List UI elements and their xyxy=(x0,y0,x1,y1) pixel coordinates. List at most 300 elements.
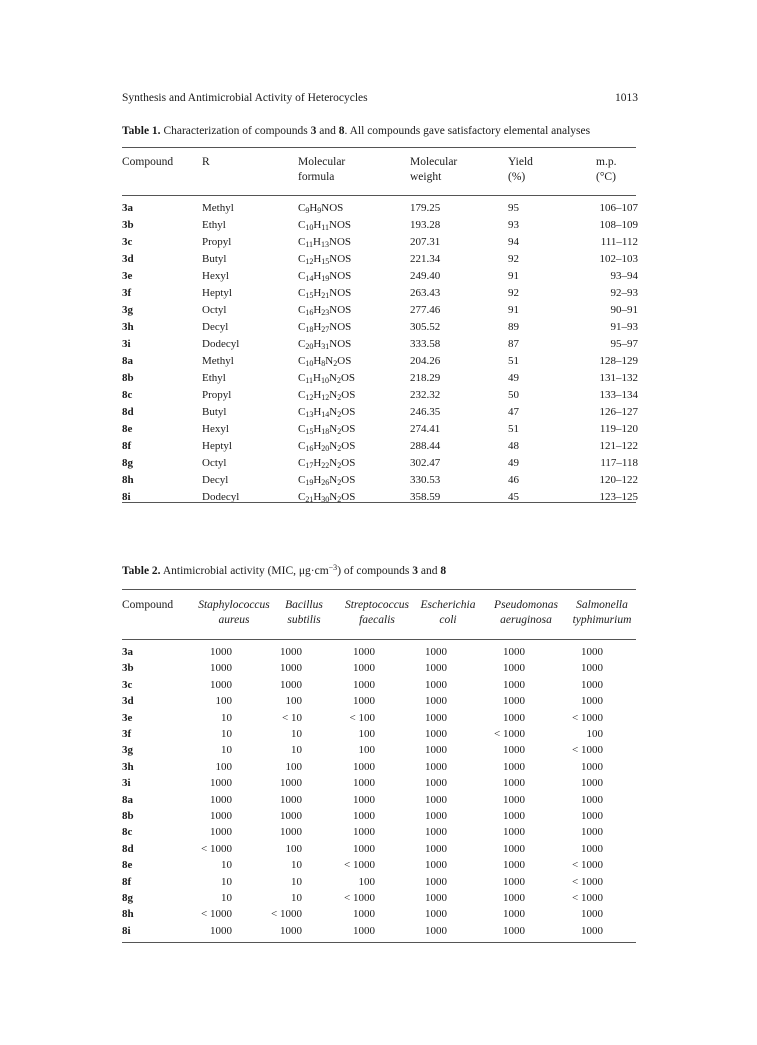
table1-cell-r: Heptyl xyxy=(202,440,232,452)
table1-caption-and: and xyxy=(316,125,339,137)
formula-subscript: 12 xyxy=(305,257,314,266)
table2-cell-mic: < 1000 xyxy=(201,842,232,855)
table1-cell-r: Dodecyl xyxy=(202,338,240,350)
table1-cell-compound: 3g xyxy=(122,304,133,316)
formula-element: H xyxy=(313,355,322,367)
table2-cell-mic: 10 xyxy=(291,728,302,740)
table1-cell-formula xyxy=(298,269,351,284)
table2-cell-compound: 8g xyxy=(122,892,133,904)
formula-subscript: 20 xyxy=(305,342,314,351)
table1-cell-compound: 8b xyxy=(122,372,134,384)
table1-cell-weight: 358.59 xyxy=(410,491,441,503)
table1-cell-formula xyxy=(298,405,355,420)
table1-cell-compound: 8e xyxy=(122,423,133,435)
table1-cell-weight: 232.32 xyxy=(410,389,441,401)
formula-subscript: 16 xyxy=(305,444,314,453)
table2-cell-mic: 1000 xyxy=(353,826,375,839)
formula-subscript: 27 xyxy=(321,325,330,334)
table2-cell-compound: 8a xyxy=(122,793,133,806)
table1-cell-r: Ethyl xyxy=(202,219,226,231)
formula-element: C xyxy=(298,253,306,265)
formula-element: H xyxy=(313,219,322,231)
formula-element: H xyxy=(313,287,322,299)
formula-element: OS xyxy=(337,355,352,367)
table1-caption-pre: Characterization of compounds xyxy=(163,125,311,137)
table1-cell-weight: 204.26 xyxy=(410,355,441,367)
table1-cell-mp: 120–122 xyxy=(599,474,638,486)
table1-cell-formula xyxy=(298,201,343,216)
table1-cell-r: Hexyl xyxy=(202,270,229,282)
formula-element: NOS xyxy=(329,321,352,333)
table1-cell-yield: 47 xyxy=(508,406,519,418)
table2-cell-mic: 1000 xyxy=(425,695,447,708)
table1-cell-mp: 131–132 xyxy=(599,372,638,384)
formula-subscript: 14 xyxy=(305,274,314,283)
formula-subscript: 10 xyxy=(321,376,329,385)
table2-cell-mic: 1000 xyxy=(503,678,525,691)
table2-cell-mic: 1000 xyxy=(581,826,603,839)
table1-cell-yield: 45 xyxy=(508,491,519,503)
formula-subscript: 2 xyxy=(337,427,342,436)
formula-element: C xyxy=(298,219,306,231)
table1-cell-formula xyxy=(298,371,355,386)
formula-element: NOS xyxy=(321,202,344,214)
table1-cell-compound: 3e xyxy=(122,270,133,282)
table2-caption-compound-3: 3 xyxy=(412,565,418,577)
formula-subscript: 15 xyxy=(305,427,314,436)
formula-element: C xyxy=(298,372,306,384)
table1-cell-yield: 92 xyxy=(508,287,519,299)
table2-cell-mic: 100 xyxy=(215,695,232,708)
table1-cell-yield: 87 xyxy=(508,338,519,350)
table1-caption xyxy=(122,125,590,137)
formula-subscript: 11 xyxy=(305,240,314,249)
table2-cell-mic: 1000 xyxy=(280,793,302,806)
formula-subscript: 30 xyxy=(321,495,330,504)
table1-cell-weight: 263.43 xyxy=(410,287,441,299)
table2-cell-mic: 1000 xyxy=(425,711,447,724)
formula-subscript: 2 xyxy=(337,444,342,453)
table1-header-yield xyxy=(508,155,533,185)
formula-subscript: 15 xyxy=(321,257,330,266)
formula-element: NOS xyxy=(329,287,352,299)
table1-cell-weight: 274.41 xyxy=(410,423,441,435)
table1-cell-compound: 8d xyxy=(122,406,134,418)
table1-cell-compound: 8c xyxy=(122,389,133,401)
table1-cell-yield: 91 xyxy=(508,270,519,282)
formula-subscript: 2 xyxy=(333,359,338,368)
table1-cell-compound: 3a xyxy=(122,202,133,214)
formula-element: OS xyxy=(341,423,356,435)
formula-subscript: 2 xyxy=(337,410,342,419)
table2-cell-mic: 1000 xyxy=(425,793,447,806)
running-head xyxy=(122,92,638,108)
table1-cell-weight: 305.52 xyxy=(410,321,441,333)
table1-cell-compound: 3d xyxy=(122,253,134,265)
page-number: 1013 xyxy=(615,92,638,104)
formula-subscript: 18 xyxy=(305,325,314,334)
table2-header-rule xyxy=(122,639,636,640)
table1-cell-r: Propyl xyxy=(202,389,232,401)
formula-element: C xyxy=(298,440,306,452)
formula-element: N xyxy=(329,457,338,469)
formula-element: OS xyxy=(341,457,356,469)
table1-header-yield-line1: Yield xyxy=(508,156,533,168)
table1-cell-mp: 95–97 xyxy=(610,338,638,350)
table2-cell-compound: 3g xyxy=(122,744,133,757)
table1-cell-mp: 121–122 xyxy=(599,440,638,452)
table2-header-org3-line2: faecalis xyxy=(359,614,395,626)
formula-element: C xyxy=(298,287,306,299)
running-title: Synthesis and Antimicrobial Activity of Heterocycles xyxy=(122,92,368,104)
table2-cell-mic: 1000 xyxy=(425,908,447,921)
table2-header-org4 xyxy=(415,598,481,628)
table2-header-org1-line2: aureus xyxy=(218,614,250,626)
table2-cell-mic: 1000 xyxy=(280,662,302,675)
table2-cell-mic: 1000 xyxy=(503,810,525,822)
table2-cell-mic: 1000 xyxy=(503,777,525,790)
formula-subscript: 11 xyxy=(321,223,329,232)
table2-cell-compound: 8d xyxy=(122,842,134,855)
table2-header-org3-line1: Streptococcus xyxy=(344,599,410,611)
table2-cell-mic: 1000 xyxy=(210,793,232,806)
formula-element: OS xyxy=(341,440,356,452)
table2-cell-mic: 1000 xyxy=(503,892,525,904)
formula-subscript: 10 xyxy=(305,223,314,232)
formula-element: N xyxy=(329,491,338,503)
formula-element: NOS xyxy=(329,304,352,316)
table2-cell-mic: 1000 xyxy=(210,924,232,937)
table2-cell-mic: 1000 xyxy=(425,892,447,904)
table1-cell-r: Octyl xyxy=(202,457,227,469)
table2-cell-mic: < 1000 xyxy=(344,892,375,904)
table1-cell-compound: 3c xyxy=(122,236,133,248)
formula-subscript: 19 xyxy=(305,478,314,487)
table1-cell-r: Octyl xyxy=(202,304,227,316)
table1-cell-compound: 8f xyxy=(122,440,132,452)
table1-cell-mp: 133–134 xyxy=(599,389,638,401)
formula-element: H xyxy=(313,389,322,401)
table2-cell-compound: 3d xyxy=(122,695,134,708)
table2-cell-mic: 1000 xyxy=(425,662,447,675)
formula-element: H xyxy=(313,236,321,248)
formula-subscript: 15 xyxy=(305,291,314,300)
table1-top-rule xyxy=(122,147,636,148)
formula-element: H xyxy=(313,474,322,486)
table1-cell-r: Decyl xyxy=(202,474,229,486)
table2-cell-mic: 1000 xyxy=(280,646,302,658)
table1-header-formula xyxy=(298,155,345,185)
table1-cell-formula xyxy=(298,252,351,267)
table1-cell-mp: 102–103 xyxy=(599,253,638,265)
formula-subscript: 2 xyxy=(337,478,342,487)
table2-cell-mic: < 1000 xyxy=(201,908,232,921)
table2-cell-mic: 1000 xyxy=(353,662,375,675)
formula-element: H xyxy=(313,338,322,350)
table1-cell-mp: 117–118 xyxy=(600,457,638,469)
table1-cell-formula xyxy=(298,439,355,454)
table2-cell-mic: < 1000 xyxy=(494,728,525,740)
formula-subscript: 8 xyxy=(321,359,326,368)
table1-cell-weight: 302.47 xyxy=(410,457,441,469)
table1-cell-weight: 288.44 xyxy=(410,440,441,452)
table2-cell-mic: 1000 xyxy=(503,826,525,839)
table1-cell-compound: 8i xyxy=(122,491,131,503)
table2-cell-mic: < 1000 xyxy=(572,875,603,888)
formula-element: N xyxy=(329,440,338,452)
table1-cell-mp: 128–129 xyxy=(599,355,638,367)
table1-cell-formula xyxy=(298,286,351,301)
formula-element: N xyxy=(329,372,337,384)
table2-header-org2-line1: Bacillus xyxy=(285,599,323,611)
formula-element: N xyxy=(329,406,338,418)
table2-header-org5-line1: Pseudomonas xyxy=(494,599,558,611)
table1-header-weight-line2: weight xyxy=(410,171,442,183)
table2-cell-mic: 1000 xyxy=(503,711,525,724)
table1-cell-yield: 94 xyxy=(508,236,519,248)
table2-cell-compound: 3c xyxy=(122,678,133,691)
formula-element: C xyxy=(298,338,306,350)
table1-cell-formula xyxy=(298,388,355,403)
table2-cell-compound: 8b xyxy=(122,810,134,822)
table1-cell-weight: 277.46 xyxy=(410,304,441,316)
table1-cell-weight: 207.31 xyxy=(410,236,441,248)
table1-cell-yield: 51 xyxy=(508,355,519,367)
table2-header-org5 xyxy=(490,598,562,628)
table2-cell-mic: 1000 xyxy=(210,810,232,822)
formula-element: NOS xyxy=(329,253,352,265)
table1-cell-formula xyxy=(298,456,355,471)
table1-cell-yield: 49 xyxy=(508,372,519,384)
table1-cell-yield: 51 xyxy=(508,423,519,435)
table2-cell-mic: 1000 xyxy=(425,826,447,839)
formula-element: OS xyxy=(341,474,356,486)
table1-header-rule xyxy=(122,195,636,196)
table1-cell-weight: 249.40 xyxy=(410,270,441,282)
table2-cell-mic: 1000 xyxy=(353,908,375,921)
formula-subscript: 9 xyxy=(305,206,310,215)
formula-element: H xyxy=(313,423,322,435)
table2-header-org2 xyxy=(278,598,330,628)
table2-cell-mic: 100 xyxy=(285,760,302,773)
table1-cell-mp: 111–112 xyxy=(600,236,638,248)
table2-cell-mic: 1000 xyxy=(280,810,302,822)
formula-element: C xyxy=(298,304,306,316)
formula-element: C xyxy=(298,457,306,469)
formula-element: C xyxy=(298,423,306,435)
table2-cell-compound: 3i xyxy=(122,777,131,790)
table1-cell-r: Dodecyl xyxy=(202,491,240,503)
table2-cell-mic: 1000 xyxy=(581,924,603,937)
table2-cell-mic: 10 xyxy=(221,875,232,888)
formula-element: C xyxy=(298,355,306,367)
table2-bottom-rule xyxy=(122,942,636,943)
table2-cell-mic: < 100 xyxy=(349,711,375,724)
formula-subscript: 2 xyxy=(336,376,341,385)
table2-cell-mic: 1000 xyxy=(425,875,447,888)
table2-cell-mic: 10 xyxy=(221,859,232,872)
formula-element: H xyxy=(313,253,322,265)
table2-caption-mid: ) of compounds xyxy=(337,565,413,577)
table1-caption-compound-3: 3 xyxy=(310,125,317,137)
formula-subscript: 2 xyxy=(337,495,342,504)
formula-subscript: 14 xyxy=(321,410,330,419)
table2-cell-mic: 1000 xyxy=(425,842,447,855)
formula-subscript: 20 xyxy=(321,444,330,453)
formula-element: C xyxy=(298,236,306,248)
formula-element: N xyxy=(329,423,338,435)
formula-element: OS xyxy=(341,491,356,503)
table2-cell-mic: 1000 xyxy=(353,924,375,937)
formula-element: C xyxy=(298,321,306,333)
table2-cell-mic: 1000 xyxy=(425,924,447,937)
table2-cell-mic: 1000 xyxy=(503,908,525,921)
table2-cell-mic: 10 xyxy=(291,859,302,872)
formula-subscript: 22 xyxy=(321,461,330,470)
table2-cell-mic: 1000 xyxy=(280,777,302,790)
table2-cell-mic: 1000 xyxy=(425,646,447,658)
formula-subscript: 21 xyxy=(305,495,314,504)
table2-top-rule xyxy=(122,589,636,590)
formula-element: H xyxy=(313,321,322,333)
table2-cell-mic: 1000 xyxy=(353,793,375,806)
formula-subscript: 21 xyxy=(321,291,330,300)
formula-element: C xyxy=(298,474,306,486)
table1-cell-formula xyxy=(298,422,355,437)
table2-header-org6-line1: Salmonella xyxy=(576,599,628,611)
table1-cell-mp: 126–127 xyxy=(599,406,638,418)
table2-cell-mic: 1000 xyxy=(425,810,447,822)
table1-label: Table 1. xyxy=(122,125,161,137)
table2-cell-mic: 1000 xyxy=(353,760,375,773)
table2-header-org5-line2: aeruginosa xyxy=(500,614,552,626)
table1-cell-compound: 8a xyxy=(122,355,133,367)
table1-cell-mp: 119–120 xyxy=(599,423,638,435)
table2-cell-mic: 10 xyxy=(221,892,232,904)
table1-cell-r: Ethyl xyxy=(202,372,226,384)
table1-header-yield-line2: (%) xyxy=(508,171,526,183)
table2-cell-mic: 1000 xyxy=(503,662,525,675)
formula-element: OS xyxy=(341,406,356,418)
table2-header-org2-line2: subtilis xyxy=(287,614,321,626)
table2-cell-mic: 100 xyxy=(358,875,375,888)
table1-cell-compound: 3h xyxy=(122,321,134,333)
formula-element: NOS xyxy=(329,270,352,282)
formula-element: H xyxy=(313,491,322,503)
table1-cell-mp: 93–94 xyxy=(610,270,638,282)
formula-element: NOS xyxy=(329,236,352,248)
table1-cell-r: Methyl xyxy=(202,202,234,214)
table2-cell-mic: 1000 xyxy=(581,678,603,691)
table2-cell-mic: 1000 xyxy=(581,646,603,658)
formula-subscript: 17 xyxy=(305,461,314,470)
table2-cell-mic: 10 xyxy=(291,744,302,757)
table1-header-compound: Compound xyxy=(122,156,174,168)
table1-cell-mp: 90–91 xyxy=(610,304,638,316)
table2-cell-mic: 1000 xyxy=(210,662,232,675)
formula-subscript: 23 xyxy=(321,308,330,317)
table2-cell-mic: 1000 xyxy=(581,842,603,855)
formula-subscript: 11 xyxy=(305,376,314,385)
table2-cell-mic: 1000 xyxy=(425,859,447,872)
table2-cell-mic: 1000 xyxy=(581,695,603,708)
formula-subscript: 31 xyxy=(321,342,330,351)
table1-cell-compound: 8h xyxy=(122,474,134,486)
table2-caption xyxy=(122,565,446,577)
table2-cell-compound: 8i xyxy=(122,924,131,937)
table1-cell-formula xyxy=(298,303,351,318)
table1-cell-r: Heptyl xyxy=(202,287,232,299)
table1-cell-r: Methyl xyxy=(202,355,234,367)
formula-subscript: 2 xyxy=(337,461,342,470)
table2-cell-mic: 100 xyxy=(358,728,375,740)
table2-cell-mic: 1000 xyxy=(280,924,302,937)
table2-cell-mic: 1000 xyxy=(425,744,447,757)
table1-cell-mp: 108–109 xyxy=(599,219,638,231)
table2-cell-mic: < 1000 xyxy=(271,908,302,921)
table2-cell-mic: 1000 xyxy=(425,678,447,691)
table1-cell-r: Propyl xyxy=(202,236,232,248)
formula-element: H xyxy=(313,406,322,418)
table1-header-mp xyxy=(596,155,616,185)
table2-cell-mic: 1000 xyxy=(581,810,603,822)
table2-cell-mic: < 1000 xyxy=(344,859,375,872)
table2-cell-mic: 1000 xyxy=(353,695,375,708)
table2-cell-mic: 1000 xyxy=(581,760,603,773)
table2-cell-mic: 1000 xyxy=(353,842,375,855)
formula-element: C xyxy=(298,406,306,418)
table2-cell-compound: 8f xyxy=(122,875,132,888)
table2-cell-compound: 3b xyxy=(122,662,134,675)
formula-element: OS xyxy=(341,389,356,401)
table1-header-weight xyxy=(410,155,457,185)
table2-cell-mic: 1000 xyxy=(280,826,302,839)
formula-element: C xyxy=(298,202,306,214)
table1-cell-yield: 49 xyxy=(508,457,519,469)
table2-header-org4-line1: Escherichia xyxy=(420,599,476,611)
table2-cell-compound: 3f xyxy=(122,728,132,740)
table2-cell-mic: 1000 xyxy=(425,760,447,773)
table1-bottom-rule xyxy=(122,502,636,503)
formula-subscript: 13 xyxy=(305,410,314,419)
table2-caption-pre: Antimicrobial activity (MIC, μg·cm xyxy=(162,565,329,577)
table2-cell-mic: < 1000 xyxy=(572,711,603,724)
table1-cell-r: Butyl xyxy=(202,253,227,265)
formula-element: C xyxy=(298,270,306,282)
table2-cell-mic: < 1000 xyxy=(572,859,603,872)
table1-cell-formula xyxy=(298,337,351,352)
table2-cell-compound: 3e xyxy=(122,711,133,724)
table2-cell-mic: 1000 xyxy=(503,760,525,773)
table1-cell-weight: 221.34 xyxy=(410,253,441,265)
table2-cell-mic: 1000 xyxy=(503,842,525,855)
table2-cell-mic: 1000 xyxy=(581,662,603,675)
table2-label: Table 2. xyxy=(122,565,161,577)
table2-cell-mic: 1000 xyxy=(210,826,232,839)
formula-element: H xyxy=(313,457,322,469)
table2-cell-mic: 1000 xyxy=(353,678,375,691)
table1-cell-yield: 92 xyxy=(508,253,519,265)
table2-cell-mic: 10 xyxy=(221,711,232,724)
table2-cell-compound: 3a xyxy=(122,646,133,658)
formula-element: OS xyxy=(340,372,356,384)
table2-cell-compound: 8e xyxy=(122,859,133,872)
table2-cell-mic: 100 xyxy=(215,760,232,773)
table2-cell-mic: 1000 xyxy=(280,678,302,691)
table2-cell-mic: 1000 xyxy=(353,777,375,790)
table2-cell-mic: 1000 xyxy=(503,859,525,872)
table2-cell-mic: 1000 xyxy=(210,646,232,658)
